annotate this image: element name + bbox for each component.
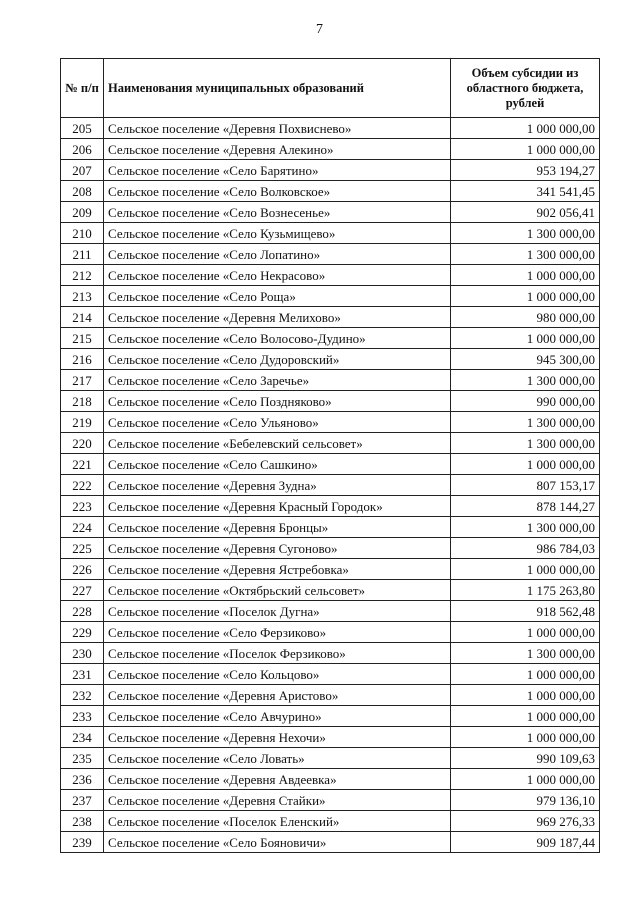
row-number: 219 <box>61 412 104 433</box>
row-number: 216 <box>61 349 104 370</box>
table-row <box>61 580 600 601</box>
table-row <box>61 412 600 433</box>
row-number: 234 <box>61 727 104 748</box>
municipality-name: Сельское поселение «Деревня Нехочи» <box>104 727 451 748</box>
row-number: 220 <box>61 433 104 454</box>
subsidy-amount: 945 300,00 <box>451 349 600 370</box>
table-row <box>61 160 600 181</box>
table-row <box>61 349 600 370</box>
row-number: 223 <box>61 496 104 517</box>
table-row <box>61 118 600 139</box>
row-number: 229 <box>61 622 104 643</box>
municipality-name: Сельское поселение «Октябрьский сельсовет» <box>104 580 451 601</box>
municipality-name: Сельское поселение «Деревня Ястребовка» <box>104 559 451 580</box>
subsidy-amount: 1 000 000,00 <box>451 769 600 790</box>
table-row <box>61 202 600 223</box>
subsidy-amount: 1 000 000,00 <box>451 328 600 349</box>
table-row <box>61 307 600 328</box>
table-row <box>61 811 600 832</box>
row-number: 225 <box>61 538 104 559</box>
municipality-name: Сельское поселение «Село Ферзиково» <box>104 622 451 643</box>
row-number: 232 <box>61 685 104 706</box>
row-number: 210 <box>61 223 104 244</box>
table-row <box>61 265 600 286</box>
subsidy-amount: 986 784,03 <box>451 538 600 559</box>
municipality-name: Сельское поселение «Деревня Сугоново» <box>104 538 451 559</box>
row-number: 239 <box>61 832 104 853</box>
table-row <box>61 832 600 853</box>
municipality-name: Сельское поселение «Село Барятино» <box>104 160 451 181</box>
table-row <box>61 601 600 622</box>
row-number: 213 <box>61 286 104 307</box>
row-number: 212 <box>61 265 104 286</box>
table-row <box>61 370 600 391</box>
row-number: 233 <box>61 706 104 727</box>
subsidy-amount: 341 541,45 <box>451 181 600 202</box>
municipality-name: Сельское поселение «Деревня Зудна» <box>104 475 451 496</box>
header-subsidy-amount: Объем субсидии из областного бюджета, рублей <box>451 59 600 118</box>
subsidy-amount: 1 000 000,00 <box>451 118 600 139</box>
table-row <box>61 139 600 160</box>
table-row <box>61 559 600 580</box>
subsidy-amount: 969 276,33 <box>451 811 600 832</box>
subsidy-amount: 979 136,10 <box>451 790 600 811</box>
municipality-name: Сельское поселение «Село Заречье» <box>104 370 451 391</box>
subsidy-amount: 1 000 000,00 <box>451 727 600 748</box>
subsidy-amount: 1 000 000,00 <box>451 139 600 160</box>
row-number: 221 <box>61 454 104 475</box>
row-number: 209 <box>61 202 104 223</box>
row-number: 214 <box>61 307 104 328</box>
subsidy-amount: 1 000 000,00 <box>451 559 600 580</box>
subsidy-amount: 1 300 000,00 <box>451 517 600 538</box>
table-row <box>61 643 600 664</box>
row-number: 205 <box>61 118 104 139</box>
subsidy-amount: 980 000,00 <box>451 307 600 328</box>
municipality-name: Сельское поселение «Бебелевский сельсовет» <box>104 433 451 454</box>
table-row <box>61 475 600 496</box>
row-number: 227 <box>61 580 104 601</box>
subsidy-amount: 990 000,00 <box>451 391 600 412</box>
row-number: 237 <box>61 790 104 811</box>
row-number: 235 <box>61 748 104 769</box>
header-municipality-name: Наименования муниципальных образований <box>104 59 451 118</box>
municipality-name: Сельское поселение «Поселок Дугна» <box>104 601 451 622</box>
subsidy-amount: 902 056,41 <box>451 202 600 223</box>
table-row <box>61 538 600 559</box>
subsidy-amount: 1 000 000,00 <box>451 664 600 685</box>
subsidy-amount: 1 000 000,00 <box>451 265 600 286</box>
municipality-name: Сельское поселение «Село Волосово-Дудино» <box>104 328 451 349</box>
row-number: 207 <box>61 160 104 181</box>
header-number: № п/п <box>61 59 104 118</box>
subsidy-table <box>60 58 600 853</box>
subsidy-amount: 1 000 000,00 <box>451 454 600 475</box>
table-row <box>61 790 600 811</box>
municipality-name: Сельское поселение «Деревня Похвиснево» <box>104 118 451 139</box>
row-number: 208 <box>61 181 104 202</box>
row-number: 230 <box>61 643 104 664</box>
subsidy-amount: 990 109,63 <box>451 748 600 769</box>
subsidy-amount: 909 187,44 <box>451 832 600 853</box>
municipality-name: Сельское поселение «Деревня Бронцы» <box>104 517 451 538</box>
municipality-name: Сельское поселение «Деревня Красный Городок» <box>104 496 451 517</box>
row-number: 226 <box>61 559 104 580</box>
subsidy-amount: 1 000 000,00 <box>451 685 600 706</box>
municipality-name: Сельское поселение «Село Волковское» <box>104 181 451 202</box>
subsidy-amount: 1 300 000,00 <box>451 433 600 454</box>
municipality-name: Сельское поселение «Село Кузьмищево» <box>104 223 451 244</box>
subsidy-amount: 1 300 000,00 <box>451 244 600 265</box>
municipality-name: Сельское поселение «Село Авчурино» <box>104 706 451 727</box>
row-number: 228 <box>61 601 104 622</box>
table-row <box>61 181 600 202</box>
table-row <box>61 748 600 769</box>
table-row <box>61 769 600 790</box>
row-number: 222 <box>61 475 104 496</box>
table-row <box>61 244 600 265</box>
municipality-name: Сельское поселение «Село Кольцово» <box>104 664 451 685</box>
subsidy-amount: 1 000 000,00 <box>451 286 600 307</box>
municipality-name: Сельское поселение «Село Ловать» <box>104 748 451 769</box>
municipality-name: Сельское поселение «Деревня Авдеевка» <box>104 769 451 790</box>
municipality-name: Сельское поселение «Поселок Ферзиково» <box>104 643 451 664</box>
subsidy-amount: 1 175 263,80 <box>451 580 600 601</box>
municipality-name: Сельское поселение «Село Сашкино» <box>104 454 451 475</box>
subsidy-amount: 1 300 000,00 <box>451 370 600 391</box>
row-number: 224 <box>61 517 104 538</box>
row-number: 218 <box>61 391 104 412</box>
municipality-name: Сельское поселение «Село Ульяново» <box>104 412 451 433</box>
municipality-name: Сельское поселение «Село Некрасово» <box>104 265 451 286</box>
subsidy-amount: 878 144,27 <box>451 496 600 517</box>
subsidy-amount: 807 153,17 <box>451 475 600 496</box>
row-number: 206 <box>61 139 104 160</box>
municipality-name: Сельское поселение «Село Бояновичи» <box>104 832 451 853</box>
municipality-name: Сельское поселение «Поселок Еленский» <box>104 811 451 832</box>
municipality-name: Сельское поселение «Деревня Стайки» <box>104 790 451 811</box>
subsidy-amount: 953 194,27 <box>451 160 600 181</box>
table-row <box>61 454 600 475</box>
row-number: 217 <box>61 370 104 391</box>
subsidy-amount: 1 000 000,00 <box>451 706 600 727</box>
table-row <box>61 433 600 454</box>
page-number: 7 <box>316 22 323 37</box>
subsidy-amount: 918 562,48 <box>451 601 600 622</box>
row-number: 236 <box>61 769 104 790</box>
table-row <box>61 727 600 748</box>
subsidy-amount: 1 300 000,00 <box>451 223 600 244</box>
table-row <box>61 622 600 643</box>
row-number: 231 <box>61 664 104 685</box>
subsidy-amount: 1 000 000,00 <box>451 622 600 643</box>
table-row <box>61 286 600 307</box>
header-row <box>61 59 600 118</box>
row-number: 215 <box>61 328 104 349</box>
table-row <box>61 496 600 517</box>
municipality-name: Сельское поселение «Село Поздняково» <box>104 391 451 412</box>
municipality-name: Сельское поселение «Село Лопатино» <box>104 244 451 265</box>
row-number: 238 <box>61 811 104 832</box>
table-row <box>61 706 600 727</box>
municipality-name: Сельское поселение «Село Роща» <box>104 286 451 307</box>
table-row <box>61 685 600 706</box>
municipality-name: Сельское поселение «Деревня Аристово» <box>104 685 451 706</box>
municipality-name: Сельское поселение «Деревня Мелихово» <box>104 307 451 328</box>
table-header <box>61 59 600 118</box>
subsidy-amount: 1 300 000,00 <box>451 643 600 664</box>
table-row <box>61 517 600 538</box>
row-number: 211 <box>61 244 104 265</box>
municipality-name: Сельское поселение «Село Вознесенье» <box>104 202 451 223</box>
table-row <box>61 391 600 412</box>
municipality-name: Сельское поселение «Село Дудоровский» <box>104 349 451 370</box>
table-row <box>61 664 600 685</box>
table-body <box>61 118 600 853</box>
municipality-name: Сельское поселение «Деревня Алекино» <box>104 139 451 160</box>
subsidy-amount: 1 300 000,00 <box>451 412 600 433</box>
table-row <box>61 223 600 244</box>
table-row <box>61 328 600 349</box>
